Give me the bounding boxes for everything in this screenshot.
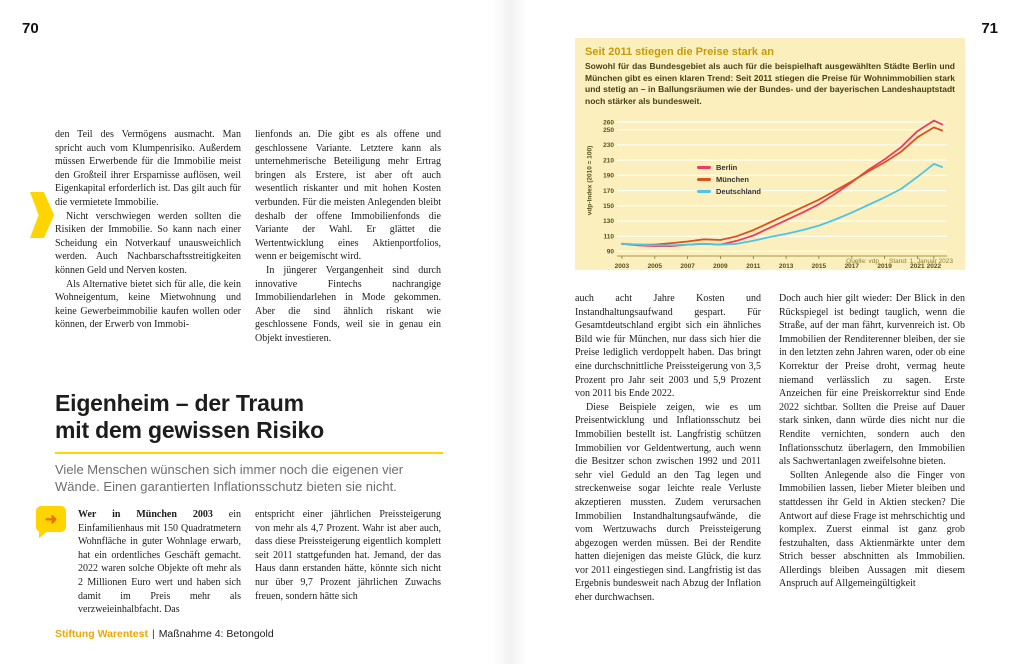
paragraph: In jüngerer Vergangenheit sind durch innovative Fintechs nachrangige Immobiliendarlehen in Mode gekommen. Aber die sind ähnlich riskant wie geschlossene Fonds, weil sie in genau ein Objekt investieren. [255, 264, 441, 344]
y-tick-label: 130 [603, 218, 614, 226]
footer-separator: | [151, 628, 155, 640]
y-tick-label: 170 [603, 187, 614, 195]
legend-item-berlin [697, 163, 761, 172]
legend-label: Berlin [716, 163, 738, 172]
chart-source [846, 258, 953, 265]
x-tick-label: 2019 [877, 263, 892, 270]
x-tick-label: 2022 [926, 263, 942, 270]
left-page-body-column-1 [78, 508, 241, 617]
headline-rule [55, 452, 443, 454]
chart-source-quelle: Quelle: vdp [846, 258, 880, 265]
y-tick-label: 90 [606, 248, 614, 256]
chart-y-axis-label: vdp-Index (2010 = 100) [586, 145, 594, 216]
paragraph: Als Alternative bietet sich für alle, die kein Wohneigentum, keine Mietwohnung und keine Gewerbeimmobilie kaufen wollen oder können, der Erwerb von Immobi- [55, 278, 241, 331]
paragraph: den Teil des Vermögens ausmacht. Man spricht auch vom Klumpenrisiko. Außerdem müssen Erwerbende für die Immobilie meist den Großteil ihrer Ersparnisse auflösen, weil Eigenkapital erforderlich ist. Das gilt auch für die vermietete Immobilie. [55, 129, 241, 208]
x-tick-label: 2013 [778, 263, 794, 270]
infographic-title: Seit 2011 stiegen die Preise stark an [585, 46, 774, 58]
page-number-right: 71 [981, 20, 998, 37]
y-tick-label: 190 [603, 172, 614, 180]
series-line-deutschland [622, 164, 942, 245]
paragraph: entspricht einer jährlichen Preissteigerung von mehr als 4,7 Prozent. Wahr ist aber auch, dass diese Preissteigerung eigentlich komplett seit 2011 stattgefunden hat. Jemand, der das Haus dann erstanden hätte, könnte sich nicht nur über 9,7 Prozent jährlichen Zuwachs freuen, sondern hätte sich [255, 509, 441, 602]
right-page-column-2 [779, 292, 965, 591]
y-tick-label: 260 [603, 119, 614, 127]
x-tick-label: 2003 [614, 263, 630, 270]
article-headline [55, 390, 455, 444]
paragraph: auch acht Jahre Kosten und Instandhaltungsaufwand gespart. Für Gesamtdeutschland ergibt sich ein ähnliches Bild wie für München, nur dass sich hier die Preise lediglich verdoppelt haben. Das bringt eine durchschnittliche Preissteigerung von 3,5 Prozent pro Jahr seit 2003 und 5,9 Prozent von 2011 bis Ende 2022. [575, 293, 761, 400]
legend-item-mnchen [697, 175, 761, 184]
price-infographic [575, 38, 965, 270]
y-tick-label: 210 [603, 157, 614, 165]
paragraph: Sollten Anlegende also die Finger von Immobilien lassen, lieber Mieter bleiben und stattdessen ihr Geld in Aktien stecken? Die Antwort auf diese Frage ist mehrschichtig und komplex. Zuerst einmal ist ganz grob festzuhalten, dass Aktienmärkte unter dem Strich besser abschnitten als Immobilien. Allerdings bleiben Aussagen mit diesem Anspruch auf Allgemeingültigkeit [779, 469, 965, 590]
legend-label: Deutschland [716, 187, 762, 196]
legend-color-swatch [697, 178, 711, 181]
x-tick-label: 2021 [910, 263, 925, 270]
series-line-berlin [622, 121, 942, 247]
headline-line2: mit dem gewissen Risiko [55, 417, 324, 443]
chart-region [585, 111, 955, 271]
page-footer [55, 628, 274, 640]
right-page-column-1 [575, 292, 761, 605]
left-page-top-column-1 [55, 128, 241, 332]
page-number-left: 70 [22, 20, 39, 37]
x-tick-label: 2007 [680, 263, 695, 270]
footer-chapter-label: Maßnahme 4: Betongold [158, 628, 274, 640]
x-tick-label: 2015 [811, 263, 827, 270]
y-tick-label: 150 [603, 203, 614, 210]
left-page-body-column-2 [255, 508, 441, 603]
legend-color-swatch [697, 166, 711, 169]
legend-label: München [716, 175, 749, 184]
x-tick-label: 2011 [746, 263, 761, 270]
x-tick-label: 2005 [647, 263, 663, 270]
arrow-glyph-icon: ➜ [44, 511, 58, 528]
y-tick-label: 110 [603, 233, 614, 241]
y-tick-label: 230 [603, 142, 614, 150]
lead-in-bold: Wer in München 2003 [78, 509, 213, 520]
legend-color-swatch [697, 190, 711, 193]
price-index-line-chart [585, 111, 955, 271]
page-edge-chevron-icon [30, 192, 54, 238]
footer-brand: Stiftung Warentest [55, 628, 148, 640]
paragraph: Doch auch hier gilt wieder: Der Blick in den Rückspiegel ist bedingt tauglich, wenn die Straße, auf der man fährt, kurvenreich ist. Ob Immobilien der Renditerenner bleiben, der sie in den letzten zehn Jahren waren, oder ob eine Korrektur der Preise droht, vermag heute niemand verlässlich zu sagen. Erste Anzeichen für eine Preiskorrektur sind Ende 2022 sichtbar. Sollten die Preise auf Dauer stark sinken, dann würde dies nicht nur die Rendite vernichten, sondern auch den Inflationsschutz überlagern, den Immobilien als Sachwertanlagen zweifelsohne bieten. [779, 293, 965, 468]
chart-source-stand: Stand: 1. Januar 2023 [889, 258, 953, 265]
body-text: ein Einfamilienhaus mit 150 Quadratmetern Wohnfläche in guter Wohnlage erwarb, hat ein ordentliches Geschäft gemacht. 2022 waren solche Objekte oft mehr als 2 Millionen Euro wert und haben sich damit im Preis mehr als verzweieinhalbfacht. Das [78, 509, 242, 616]
left-page-top-column-2 [255, 128, 441, 346]
paragraph: Nicht verschwiegen werden sollten die Risiken der Immobilie. So kann nach einer Scheidung ein Notverkauf unausweichlich werden. Auch Nachbarschaftsstreitigkeiten können Geld und Nerven kosten. [55, 210, 241, 276]
arrow-bubble-icon [36, 506, 66, 532]
y-tick-label: 250 [603, 126, 614, 134]
chart-legend [697, 163, 761, 199]
paragraph: lienfonds an. Die gibt es als offene und geschlossene Variante. Letztere kann als unternehmerische Beteiligung mehr Ertrag bringen als Erstere, ist aber oft auch wesentlich riskanter und mit hohen Kosten verbunden. Für die meisten Anlegenden bleibt deshalb der offene Immobilienfonds die Variante der Wahl. Er glättet die Wertentwicklung eines Aktienportfolios, wenn er beigemischt wird. [255, 129, 441, 263]
x-tick-label: 2017 [844, 263, 860, 270]
headline-line1: Eigenheim – der Traum [55, 390, 304, 416]
page-gutter [492, 0, 528, 664]
legend-item-deutschland [697, 187, 761, 196]
paragraph [78, 508, 241, 617]
x-tick-label: 2009 [713, 263, 728, 270]
infographic-description: Sowohl für das Bundesgebiet als auch für die beispielhaft ausgewählten Städte Berlin und München gibt es einen klaren Trend: Seit 2011 stiegen die Preise für Wohnimmobilien stark und stetig an – in Ballungsräumen wie der Bundes- und der bayerischen Landeshauptstadt noch stärker als bundesweit. [585, 61, 955, 106]
paragraph: Diese Beispiele zeigen, wie es um Preisentwicklung und Inflationsschutz bei Immobilien bestellt ist. Langfristig schützen Immobilien vor Geldentwertung, auch wenn die Besitzer schon zwischen 1992 und 2011 sehr viel Geduld an den Tag legen und streckenweise sogar leichte reale Verluste akzeptieren mussten. Zudem verursachen Immobilien Instandhaltungsaufwände, die vom Wertzuwachs durch Preissteigerung abgezogen werden müssen. Bei der Rendite hatten diejenigen das meiste Glück, die kurz vor 2011 eingestiegen sind. Langfristig ist das Ergebnis bundesweit nach Abzug der Inflation eher durchwachsen. [575, 401, 761, 604]
article-subtitle: Viele Menschen wünschen sich immer noch die eigenen vier Wände. Einen garantierten Inflationsschutz bieten sie nicht. [55, 462, 404, 494]
